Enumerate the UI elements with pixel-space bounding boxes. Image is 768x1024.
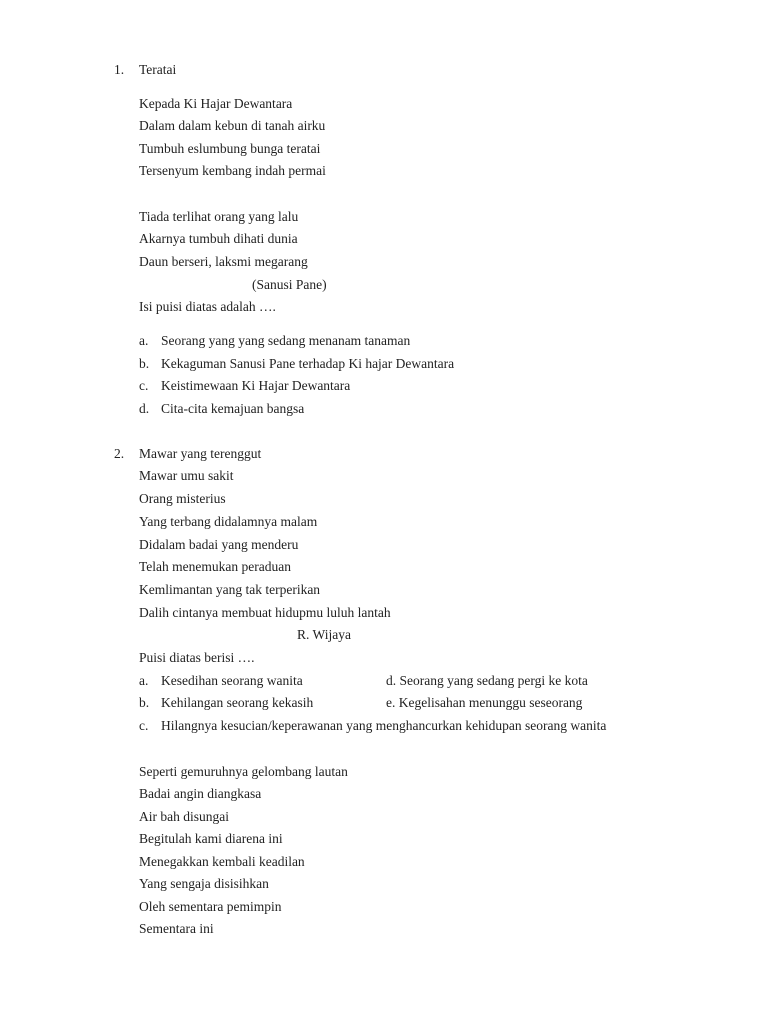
- q1-title: Teratai: [139, 62, 177, 77]
- poem-line: Kemlimantan yang tak terperikan: [139, 582, 321, 597]
- poem-line: Mawar umu sakit: [139, 468, 234, 483]
- poem-line: Tersenyum kembang indah permai: [139, 163, 326, 178]
- option-letter: c.: [139, 718, 149, 733]
- option-text: Kekaguman Sanusi Pane terhadap Ki hajar Dewantara: [161, 356, 455, 371]
- poem-line: Air bah disungai: [139, 809, 229, 824]
- option-text: Kehilangan seorang kekasih: [161, 695, 314, 710]
- poem-line: Yang terbang didalamnya malam: [139, 514, 318, 529]
- poem-line: Telah menemukan peraduan: [139, 559, 291, 574]
- option-letter: b.: [139, 695, 150, 710]
- option-text: Hilangnya kesucian/keperawanan yang menghancurkan kehidupan seorang wanita: [161, 718, 607, 733]
- option-letter: a.: [139, 333, 149, 348]
- poem-line: Orang misterius: [139, 491, 226, 506]
- poem-line: Sementara ini: [139, 921, 214, 936]
- poem-line: Tiada terlihat orang yang lalu: [139, 209, 299, 224]
- poem-line: Yang sengaja disisihkan: [139, 876, 269, 891]
- poem-line: Dalih cintanya membuat hidupmu luluh lantah: [139, 605, 391, 620]
- option-text: Cita-cita kemajuan bangsa: [161, 401, 305, 416]
- q1-number: 1.: [114, 62, 125, 77]
- option-letter: b.: [139, 356, 150, 371]
- poem-line: Seperti gemuruhnya gelombang lautan: [139, 764, 348, 779]
- poem-line: Badai angin diangkasa: [139, 786, 262, 801]
- option-text: Kesedihan seorang wanita: [161, 673, 303, 688]
- poem-line: Dalam dalam kebun di tanah airku: [139, 118, 326, 133]
- option-text: e. Kegelisahan menunggu seseorang: [386, 695, 583, 710]
- poem-line: Daun berseri, laksmi megarang: [139, 254, 308, 269]
- option-text: Keistimewaan Ki Hajar Dewantara: [161, 378, 351, 393]
- option-letter: c.: [139, 378, 149, 393]
- poem-author: (Sanusi Pane): [252, 277, 327, 292]
- poem-line: Menegakkan kembali keadilan: [139, 854, 305, 869]
- poem-line: Tumbuh eslumbung bunga teratai: [139, 141, 321, 156]
- option-text: d. Seorang yang sedang pergi ke kota: [386, 673, 588, 688]
- option-text: Seorang yang yang sedang menanam tanaman: [161, 333, 411, 348]
- poem-line: Kepada Ki Hajar Dewantara: [139, 96, 293, 111]
- poem-line: Didalam badai yang menderu: [139, 537, 299, 552]
- option-letter: d.: [139, 401, 150, 416]
- option-letter: a.: [139, 673, 149, 688]
- q2-number: 2.: [114, 446, 125, 461]
- poem-line: Oleh sementara pemimpin: [139, 899, 282, 914]
- poem-author: R. Wijaya: [297, 627, 351, 642]
- poem-line: Akarnya tumbuh dihati dunia: [139, 231, 298, 246]
- q2-title: Mawar yang terenggut: [139, 446, 262, 461]
- poem-line: Begitulah kami diarena ini: [139, 831, 283, 846]
- question-text: Isi puisi diatas adalah ….: [139, 299, 276, 314]
- question-text: Puisi diatas berisi ….: [139, 650, 255, 665]
